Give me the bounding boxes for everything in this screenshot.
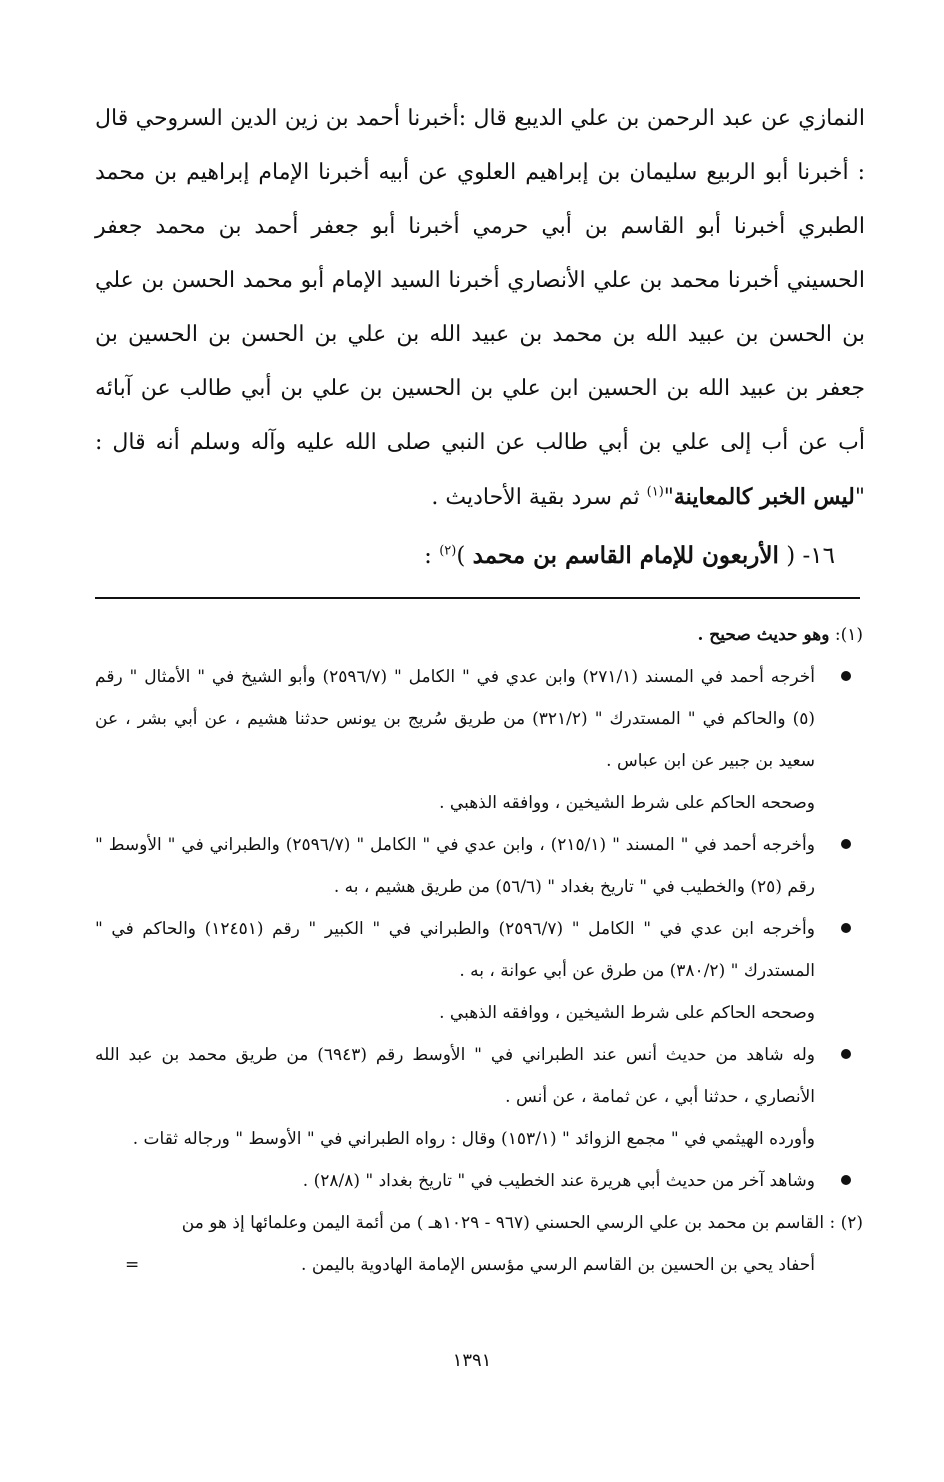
footnote-divider (95, 597, 860, 599)
bullet-1-text: أخرجه أحمد في المسند (٢٧١/١) وابن عدي في " الكامل " (٢٥٩٦/٧) وأبو الشيخ في " الأمثال " رقم (٥) والحاكم في " المستدرك " (٣٢١/٢) من طريق سُريج بن يونس حدثنا هشيم ، عن أبي بشر ، عن سعيد بن جبير عن ابن عباس . (95, 667, 815, 771)
footnote-ref-1[interactable]: (١) (646, 484, 664, 500)
bullet-4-note: وأورده الهيثمي في " مجمع الزوائد " (١٥٣/١) وقال : رواه الطبراني في " الأوسط " ورجاله ثقات . (132, 1129, 815, 1149)
heading-colon: : (424, 543, 440, 569)
bullet-1-note: وصححه الحاكم على شرط الشيخين ، ووافقه الذهبي . (439, 793, 815, 813)
quote-close: " (663, 485, 674, 510)
footnote-2-cont-text: أحفاد يحي بن الحسين بن القاسم الرسي مؤسس الإمامة الهادوية باليمن . (301, 1255, 815, 1275)
main-paragraph (95, 92, 865, 525)
bullet-3-text: وأخرجه ابن عدي في " الكامل " (٢٥٩٦/٧) والطبراني في " الكبير " رقم (١٢٤٥١) والحاكم في " المستدرك " (٣٨٠/٢) من طرق عن أبي عوانة ، به . (95, 919, 815, 981)
footnote-ref-2[interactable]: (٢) (439, 543, 457, 559)
bullet-icon (841, 1049, 851, 1059)
heading-close: ) (456, 543, 466, 569)
footnote-1-title: وهو حديث صحيح . (697, 625, 830, 645)
bullet-icon (841, 839, 851, 849)
footnote-bullet-3 (95, 908, 863, 992)
footnote-bullet-1 (95, 656, 863, 782)
bullet-4-text: وله شاهد من حديث أنس عند الطبراني في " الأوسط رقم (٦٩٤٣) من طريق محمد بن عبد الله الأنصاري ، حدثنا أبي ، عن ثمامة ، عن أنس . (95, 1045, 815, 1107)
paragraph-text (95, 92, 865, 525)
bullet-icon (841, 1175, 851, 1185)
section-heading (95, 529, 865, 583)
footnote-bullet-2 (95, 824, 863, 908)
bullet-5-text: وشاهد آخر من حديث أبي هريرة عند الخطيب في " تاريخ بغداد " (٢٨/٨) . (302, 1171, 815, 1191)
paragraph-end: ثم سرد بقية الأحاديث . (431, 485, 647, 510)
footnotes (95, 614, 863, 1286)
footnote-bullet-5 (95, 1160, 863, 1202)
heading-title: الأربعون للإمام القاسم بن محمد (472, 542, 779, 569)
bullet-icon (841, 923, 851, 933)
continuation-mark: = (125, 1255, 140, 1275)
hadith-phrase: ليس الخبر كالمعاينة (673, 484, 855, 510)
footnote-2-continuation (95, 1244, 863, 1286)
paragraph-body: النمازي عن عبد الرحمن بن علي الديبع قال :أخبرنا أحمد بن زين الدين السروحي قال : أخبرنا أبو الربيع سليمان بن إبراهيم العلوي عن أبيه أخبرنا الإمام إبراهيم بن محمد الطبري أخبرنا أبو القاسم بن أبي حرمي أخبرنا أبو جعفر أحمد بن محمد جعفر الحسيني أخبرنا محمد بن علي الأنصاري أخبرنا السيد الإمام أبو محمد الحسن بن علي بن الحسن بن عبيد الله بن محمد بن عبيد الله بن علي بن الحسن بن الحسين بن جعفر بن عبيد الله بن الحسين ابن علي بن الحسين بن علي بن أبي طالب عن آبائه أب عن أب إلى علي بن أبي طالب عن النبي صلى الله عليه وآله وسلم أنه قال : " (95, 106, 865, 510)
bullet-icon (841, 671, 851, 681)
heading-number: ١٦- ( (786, 543, 835, 569)
footnote-2: (٢) : القاسم بن محمد بن علي الرسي الحسني (٩٦٧ - ١٠٢٩هـ ) من أئمة اليمن وعلمائها إذ هو من (181, 1213, 863, 1233)
footnote-1-marker: (١): (834, 625, 863, 645)
footnote-1-heading (95, 614, 863, 656)
page-number: ١٣٩١ (452, 1350, 492, 1371)
bullet-3-note: وصححه الحاكم على شرط الشيخين ، ووافقه الذهبي . (439, 1003, 815, 1023)
footnote-bullet-4 (95, 1034, 863, 1118)
bullet-2-text: وأخرجه أحمد في " المسند " (٢١٥/١) ، وابن عدي في " الكامل " (٢٥٩٦/٧) والطبراني في " الأوسط " رقم (٢٥) والخطيب في " تاريخ بغداد " (٥٦/٦) من طريق هشيم ، به . (95, 835, 815, 897)
main-text-block (95, 92, 865, 583)
